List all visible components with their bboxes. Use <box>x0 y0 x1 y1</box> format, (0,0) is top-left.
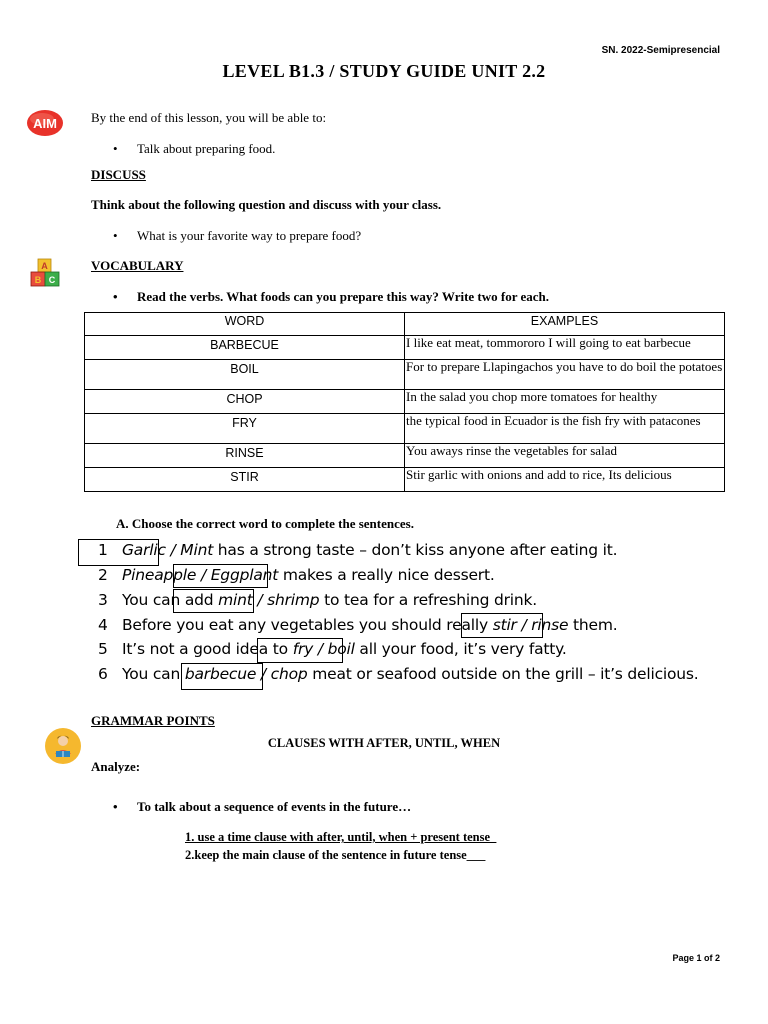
svg-text:A: A <box>41 261 48 271</box>
sentence-1: 1 Garlic / Mint has a strong taste – don’t kiss anyone after eating it. <box>98 541 618 559</box>
example-cell: You aways rinse the vegetables for salad <box>405 444 725 468</box>
table-row <box>85 390 725 414</box>
grammar-rule-2: 2.keep the main clause of the sentence in future tense___ <box>185 848 486 862</box>
svg-text:C: C <box>48 275 56 285</box>
answer-box-2[interactable] <box>173 564 268 588</box>
example-cell: I like eat meat, tommororo I will going to eat barbecue <box>405 336 725 360</box>
table-row <box>85 444 725 468</box>
discuss-instruction: Think about the following question and discuss with your class. <box>91 197 442 212</box>
svg-text:B: B <box>34 275 42 285</box>
vocabulary-table <box>84 312 725 492</box>
answer-options: Pineapple / Eggplant <box>122 566 279 584</box>
grammar-bullet: • To talk about a sequence of events in the future… <box>137 799 411 815</box>
table-row <box>85 468 725 492</box>
discuss-heading: DISCUSS <box>91 167 146 182</box>
word-cell: STIR <box>85 468 405 492</box>
svg-text:AIM: AIM <box>33 116 57 131</box>
sentence-2: 2 Pineapple / Eggplant makes a really nice dessert. <box>98 566 495 584</box>
grammar-subtitle: CLAUSES WITH AFTER, UNTIL, WHEN <box>267 736 501 750</box>
course-code: SN. 2022-Semipresencial <box>601 45 720 56</box>
word-cell: FRY <box>85 414 405 444</box>
grammar-heading: GRAMMAR POINTS <box>91 713 215 728</box>
word-cell: RINSE <box>85 444 405 468</box>
vocabulary-instruction: • Read the verbs. What foods can you prepare this way? Write two for each. <box>137 289 549 305</box>
page-title: LEVEL B1.3 / STUDY GUIDE UNIT 2.2 <box>222 61 546 81</box>
exercise-heading: A. Choose the correct word to complete the sentences. <box>116 516 414 531</box>
table-row <box>85 360 725 390</box>
sentence-5: 5 It’s not a good idea to fry / boil all your food, it’s very fatty. <box>98 640 567 658</box>
aim-goal: • Talk about preparing food. <box>137 141 275 157</box>
answer-box-3[interactable] <box>173 589 254 613</box>
table-row <box>85 336 725 360</box>
page-number: Page 1 of 2 <box>672 953 720 963</box>
example-cell: Stir garlic with onions and add to rice, Its delicious <box>405 468 725 492</box>
sentence-4: 4 Before you eat any vegetables you should really stir / rinse them. <box>98 616 618 634</box>
answer-options: Garlic / Mint <box>122 541 214 559</box>
sentence-3: 3 You can add mint / shrimp to tea for a refreshing drink. <box>98 591 537 609</box>
word-cell: BARBECUE <box>85 336 405 360</box>
answer-options: stir / rinse <box>492 616 569 634</box>
column-header-word: WORD <box>85 313 405 336</box>
example-cell: In the salad you chop more tomatoes for healthy <box>405 390 725 414</box>
aim-icon <box>26 109 64 137</box>
aim-intro: By the end of this lesson, you will be able to: <box>91 110 327 125</box>
abc-blocks-icon <box>28 258 68 290</box>
answer-box-5[interactable] <box>257 638 343 663</box>
discuss-question: • What is your favorite way to prepare food? <box>137 228 361 244</box>
example-cell: the typical food in Ecuador is the fish fry with patacones <box>405 414 725 444</box>
word-cell: BOIL <box>85 360 405 390</box>
vocabulary-heading: VOCABULARY <box>91 258 184 273</box>
answer-box-1[interactable] <box>78 539 159 566</box>
answer-box-6[interactable] <box>181 663 263 690</box>
answer-options: fry / boil <box>292 640 355 658</box>
word-cell: CHOP <box>85 390 405 414</box>
column-header-examples: EXAMPLES <box>405 313 725 336</box>
answer-options: barbecue / chop <box>184 665 308 683</box>
table-row <box>85 414 725 444</box>
answer-options: mint / shrimp <box>218 591 320 609</box>
analyze-label: Analyze: <box>91 759 141 774</box>
grammar-rule-1: 1. use a time clause with after, until, when + present tense_ <box>185 830 497 844</box>
sentence-6: 6 You can barbecue / chop meat or seafood outside on the grill – it’s delicious. <box>98 665 699 683</box>
example-cell: For to prepare Llapingachos you have to do boil the potatoes <box>405 360 725 390</box>
answer-box-4[interactable] <box>461 613 543 638</box>
table-header-row <box>85 313 725 336</box>
